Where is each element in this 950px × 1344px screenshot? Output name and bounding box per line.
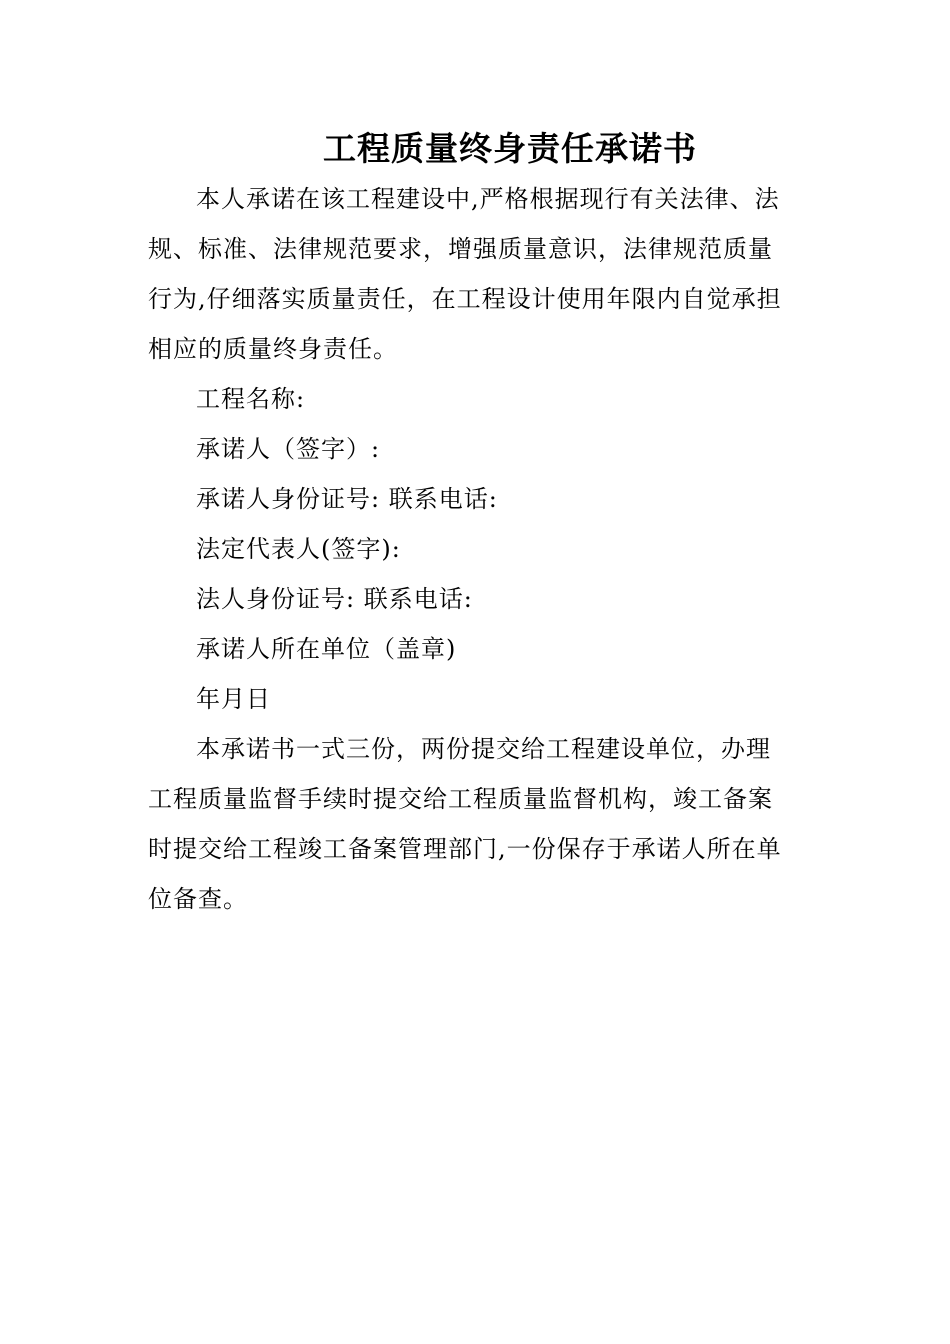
promisor-unit-seal-field: 承诺人所在单位（盖章): [196, 635, 457, 663]
note-line: 位备查。: [148, 885, 248, 913]
promisor-signature-field: 承诺人（签字）:: [196, 435, 381, 463]
promisor-id-phone-field: 承诺人身份证号: 联系电话:: [196, 485, 498, 513]
note-line: 本承诺书一式三份，两份提交给工程建设单位，办理: [196, 735, 771, 763]
legal-rep-signature-field: 法定代表人(签字):: [196, 535, 401, 563]
date-field: 年月日: [196, 685, 271, 713]
document-title: 工程质量终身责任承诺书: [323, 129, 697, 168]
commitment-line: 相应的质量终身责任。: [148, 335, 398, 363]
commitment-paragraph: [148, 174, 808, 374]
note-paragraph: [148, 724, 808, 924]
commitment-line: 本人承诺在该工程建设中,严格根据现行有关法律、法: [196, 185, 780, 213]
note-line: 时提交给工程竣工备案管理部门,一份保存于承诺人所在单: [148, 835, 782, 863]
note-line: 工程质量监督手续时提交给工程质量监督机构，竣工备案: [148, 785, 773, 813]
project-name-field: 工程名称:: [196, 385, 306, 413]
commitment-line: 规、标准、法律规范要求，增强质量意识，法律规范质量: [148, 235, 773, 263]
commitment-line: 行为,仔细落实质量责任，在工程设计使用年限内自觉承担: [148, 285, 782, 313]
legal-id-phone-field: 法人身份证号: 联系电话:: [196, 585, 473, 613]
